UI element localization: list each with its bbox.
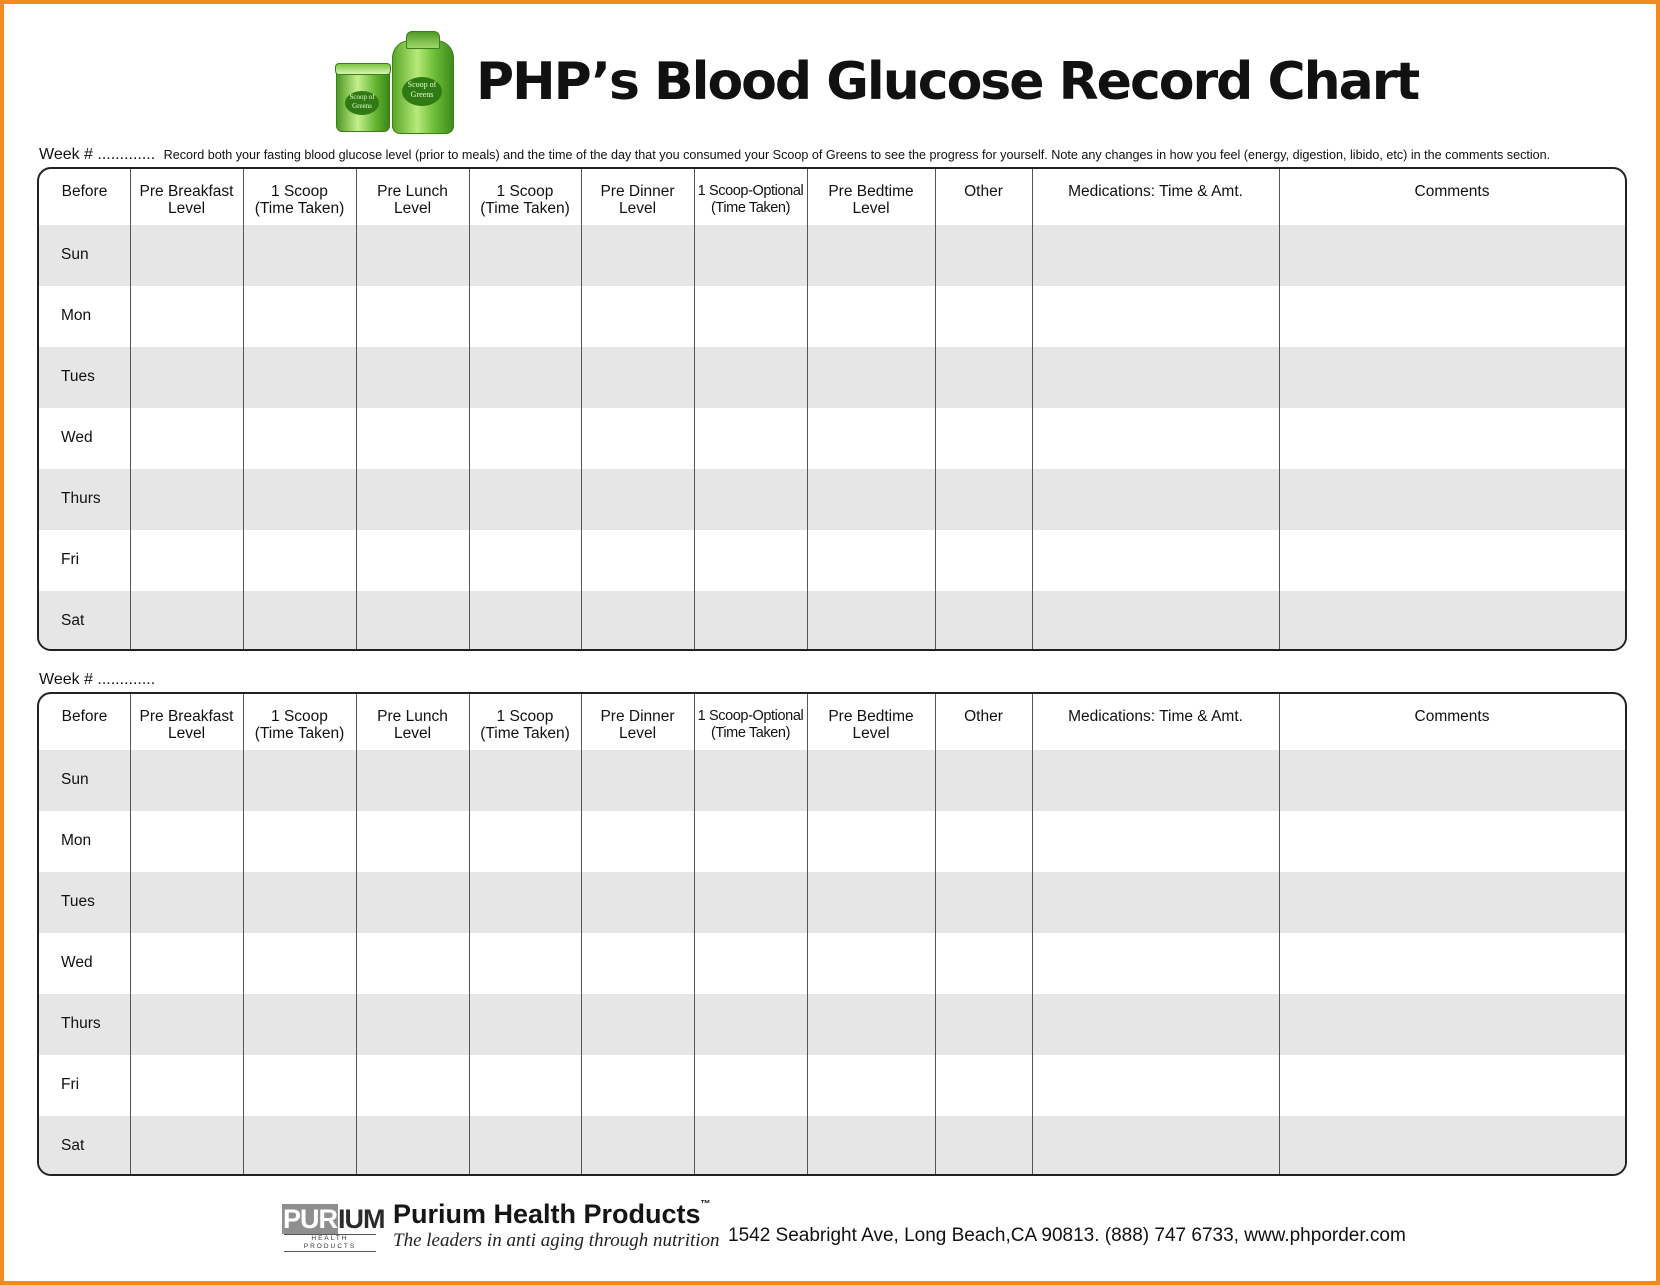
column-header-line1: Other xyxy=(964,708,1003,725)
page-title: PHP’s Blood Glucose Record Chart xyxy=(476,52,1419,112)
column-header-line1: Pre Bedtime xyxy=(828,183,914,200)
day-label: Sun xyxy=(61,246,89,263)
column-header-line1: Medications: Time & Amt. xyxy=(1068,183,1243,200)
day-label: Wed xyxy=(61,954,93,971)
column-divider xyxy=(1279,169,1280,649)
column-divider xyxy=(694,169,695,649)
week-number-label: Week # ............. xyxy=(39,671,156,688)
column-header-line2: Level xyxy=(167,725,206,742)
tub-lid xyxy=(335,63,391,75)
day-label: Fri xyxy=(61,551,80,568)
column-divider xyxy=(356,169,357,649)
brand-name xyxy=(393,1199,711,1230)
day-label: Mon xyxy=(61,832,92,849)
column-header-line1: 1 Scoop xyxy=(496,183,554,200)
column-header-line2: (Time Taken) xyxy=(480,200,570,217)
column-divider xyxy=(807,169,808,649)
day-label: Fri xyxy=(61,1076,80,1093)
column-header-line2: Level xyxy=(852,200,890,217)
record-chart-page xyxy=(4,4,1656,1281)
logo-text-a: PUR xyxy=(283,1204,338,1234)
column-header-line2: Level xyxy=(618,200,657,217)
column-header-line2: Level xyxy=(618,725,657,742)
column-header xyxy=(1032,708,1279,725)
column-header-line1: Pre Lunch xyxy=(377,708,448,725)
week-instruction-line xyxy=(39,146,1550,164)
table-row xyxy=(39,872,1625,933)
table-row xyxy=(39,469,1625,530)
tub-label: Scoop of Greens xyxy=(345,91,379,115)
column-divider xyxy=(694,694,695,1174)
column-header-line2: (Time Taken) xyxy=(711,725,790,741)
day-label: Thurs xyxy=(61,490,101,507)
column-divider xyxy=(581,169,582,649)
column-header-line1: Comments xyxy=(1414,708,1490,725)
column-divider xyxy=(243,694,244,1174)
trademark-symbol: ™ xyxy=(700,1199,711,1210)
logo-text-b: IUM xyxy=(338,1204,385,1234)
column-divider xyxy=(935,169,936,649)
column-header-line1: Pre Dinner xyxy=(600,183,675,200)
column-divider xyxy=(1279,694,1280,1174)
column-header xyxy=(356,708,469,742)
week-label-line xyxy=(39,671,155,689)
column-divider xyxy=(935,694,936,1174)
column-header xyxy=(356,183,469,217)
day-label: Thurs xyxy=(61,1015,101,1032)
column-header-line1: Pre Bedtime xyxy=(828,708,914,725)
column-header-line2: (Time Taken) xyxy=(711,200,790,216)
purium-logo xyxy=(282,1204,385,1250)
table-row xyxy=(39,811,1625,872)
column-header-line1: Comments xyxy=(1414,183,1490,200)
column-header xyxy=(469,183,581,217)
column-header xyxy=(807,708,935,742)
column-header-line2: (Time Taken) xyxy=(254,725,345,742)
column-header-line1: Pre Dinner xyxy=(600,708,675,725)
column-header xyxy=(581,183,694,217)
column-header xyxy=(1032,183,1279,200)
column-header-line1: 1 Scoop xyxy=(271,183,328,200)
column-header-line1: Pre Lunch xyxy=(377,183,448,200)
brand-tagline: The leaders in anti aging through nutrition xyxy=(393,1230,720,1251)
table-row xyxy=(39,591,1625,651)
day-label: Sun xyxy=(61,771,89,788)
instructions-text: Record both your fasting blood glucose level (prior to meals) and the time of the day that you consumed your Scoop of Greens to see the progress for yourself. Note any changes in how you feel (energy, digestion, libido, etc) in the comments section. xyxy=(163,148,1551,162)
column-header xyxy=(1279,183,1625,200)
table-row xyxy=(39,1055,1625,1116)
column-header-line1: Pre Breakfast xyxy=(139,183,234,200)
column-header xyxy=(39,708,130,725)
column-header xyxy=(935,708,1032,725)
column-header xyxy=(39,183,130,200)
column-header-line1: Before xyxy=(61,708,108,725)
day-label: Tues xyxy=(61,893,95,910)
jar-label: Scoop of Greens xyxy=(402,77,442,106)
column-divider xyxy=(130,169,131,649)
table-row xyxy=(39,225,1625,286)
column-header-line1: 1 Scoop-Optional xyxy=(697,708,804,724)
table-row xyxy=(39,408,1625,469)
column-divider xyxy=(469,169,470,649)
day-label: Wed xyxy=(61,429,93,446)
column-divider xyxy=(1032,694,1033,1174)
column-header-line1: Other xyxy=(964,183,1003,200)
column-header-line1: 1 Scoop xyxy=(271,708,328,725)
column-header-line1: 1 Scoop xyxy=(496,708,554,725)
logo-wordmark xyxy=(282,1204,385,1235)
day-label: Sat xyxy=(61,612,85,629)
column-header-line1: Pre Breakfast xyxy=(139,708,234,725)
column-header-line2: Level xyxy=(393,200,432,217)
table-row xyxy=(39,750,1625,811)
table-row xyxy=(39,994,1625,1055)
column-divider xyxy=(1032,169,1033,649)
contact-address: 1542 Seabright Ave, Long Beach,CA 90813. (888) 747 6733, www.phporder.com xyxy=(728,1225,1406,1246)
column-header xyxy=(243,183,356,217)
product-tub-image xyxy=(336,68,390,132)
column-header-line2: (Time Taken) xyxy=(254,200,345,217)
column-header xyxy=(694,183,807,217)
column-header-line2: Level xyxy=(852,725,890,742)
table-row xyxy=(39,933,1625,994)
column-header xyxy=(243,708,356,742)
column-divider xyxy=(130,694,131,1174)
column-header-line2: (Time Taken) xyxy=(480,725,570,742)
column-divider xyxy=(243,169,244,649)
column-header xyxy=(130,183,243,217)
table-row xyxy=(39,347,1625,408)
table-row xyxy=(39,1116,1625,1176)
column-header-line1: 1 Scoop-Optional xyxy=(697,183,804,199)
column-divider xyxy=(581,694,582,1174)
product-jar-image xyxy=(392,40,454,134)
day-label: Sat xyxy=(61,1137,85,1154)
logo-subtitle: HEALTH PRODUCTS xyxy=(284,1234,376,1252)
column-header xyxy=(807,183,935,217)
column-header xyxy=(581,708,694,742)
column-header xyxy=(130,708,243,742)
column-divider xyxy=(807,694,808,1174)
column-divider xyxy=(469,694,470,1174)
column-header xyxy=(1279,708,1625,725)
page-footer xyxy=(282,1196,1406,1256)
jar-cap xyxy=(406,31,440,49)
table-row xyxy=(39,530,1625,591)
column-header xyxy=(935,183,1032,200)
column-header xyxy=(694,708,807,742)
week-table-1 xyxy=(37,167,1627,651)
column-divider xyxy=(356,694,357,1174)
week-number-label: Week # ............. xyxy=(39,146,156,163)
column-header-line1: Before xyxy=(61,183,108,200)
week-table-2 xyxy=(37,692,1627,1176)
day-label: Mon xyxy=(61,307,92,324)
column-header xyxy=(469,708,581,742)
column-header-line1: Medications: Time & Amt. xyxy=(1068,708,1243,725)
brand-text: Purium Health Products xyxy=(393,1199,701,1229)
column-header-line2: Level xyxy=(167,200,206,217)
column-header-line2: Level xyxy=(393,725,432,742)
table-row xyxy=(39,286,1625,347)
day-label: Tues xyxy=(61,368,95,385)
